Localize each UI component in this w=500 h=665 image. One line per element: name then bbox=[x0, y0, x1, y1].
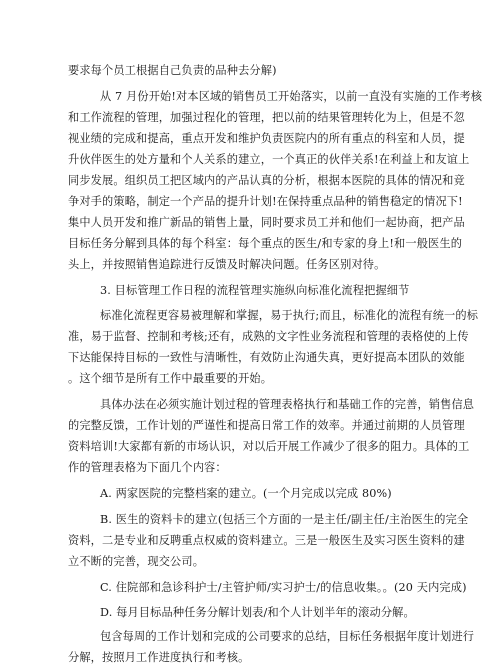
list-item-continuation: 立不断的完善，现交公司。 bbox=[68, 555, 205, 568]
paragraph-line: 。这个细节是所有工作中最重要的开始。 bbox=[68, 372, 273, 385]
list-item: D. 每月目标品种任务分解计划表/和个人计划半年的滚动分解。 bbox=[100, 606, 415, 619]
paragraph-line: 目标任务分解到具体的每个科室：每个重点的医生/和专家的身上!和一般医生的 bbox=[68, 237, 463, 250]
paragraph-line: 从 7 月份开始!对本区域的销售员工开始落实，以前一直没有实施的工作考核 bbox=[100, 90, 483, 103]
paragraph-line: 争对手的策略，制定一个产品的提升计划!在保持重点品种的销售稳定的情况下! bbox=[68, 195, 463, 208]
paragraph-line: 同步发展。组织员工把区域内的产品认真的分析，根据本医院的具体的情况和竞 bbox=[68, 174, 465, 187]
section-heading: 3. 目标管理工作日程的流程管理实施纵向标准化流程把握细节 bbox=[100, 284, 410, 297]
paragraph-line: 标准化流程更容易被理解和掌握，易于执行;而且，标准化的流程有统一的标 bbox=[100, 309, 479, 322]
list-item: B. 医生的资料卡的建立(包括三个方面的一是主任/副主任/主治医生的完全 bbox=[100, 513, 469, 526]
paragraph-line: 准，易于监督、控制和考核;还有，成熟的文字性业务流程和管理的表格使的上传 bbox=[68, 330, 469, 343]
paragraph-line: 要求每个员工根据自己负责的品种去分解) bbox=[68, 64, 277, 77]
list-item: A. 两家医院的完整档案的建立。(一个月完成以完成 80%) bbox=[100, 487, 392, 500]
paragraph-line: 头上，并按照销售追踪进行反馈及时解决问题。任务区别对待。 bbox=[68, 258, 386, 271]
list-item-continuation: 资料，二是专业和反聘重点权威的资料建立。三是一般医生及实习医生资料的建 bbox=[68, 534, 465, 547]
paragraph-line: 分解，按照月工作进度执行和考核。 bbox=[68, 651, 250, 664]
list-item: C. 住院部和急诊科护士/主管护师/实习护士/的信息收集。。(20 天内完成) bbox=[100, 581, 467, 594]
paragraph-line: 下达能保持目标的一致性与清晰性，有效防止沟通失真，更好提高本团队的效能 bbox=[68, 351, 465, 364]
paragraph-line: 视业绩的完成和提高，重点开发和维护负责医院内的所有重点的科室和人员，提 bbox=[68, 132, 465, 145]
paragraph-line: 升伙伴医生的处方量和个人关系的建立，一个真正的伙伴关系!在利益上和友谊上 bbox=[68, 153, 470, 166]
paragraph-line: 作的管理表格为下面几个内容： bbox=[68, 461, 227, 474]
paragraph-line: 集中人员开发和推广新品的销售上量，同时要求员工并和他们一起协商，把产品 bbox=[68, 216, 465, 229]
paragraph-line: 的完整反馈，工作计划的严谨性和提高日常工作的效率。并通过前期的人员管理 bbox=[68, 419, 465, 432]
paragraph-line: 具体办法在必须实施计划过程的管理表格执行和基础工作的完善，销售信息 bbox=[100, 398, 475, 411]
paragraph-line: 和工作流程的管理，加强过程化的管理，把以前的结果管理转化为上，但是不忽 bbox=[68, 111, 465, 124]
paragraph-line: 资料培训!大家都有新的市场认识，对以后开展工作减少了很多的阻力。具体的工 bbox=[68, 440, 470, 453]
paragraph-line: 包含每周的工作计划和完成的公司要求的总结，目标任务根据年度计划进行 bbox=[100, 630, 475, 643]
